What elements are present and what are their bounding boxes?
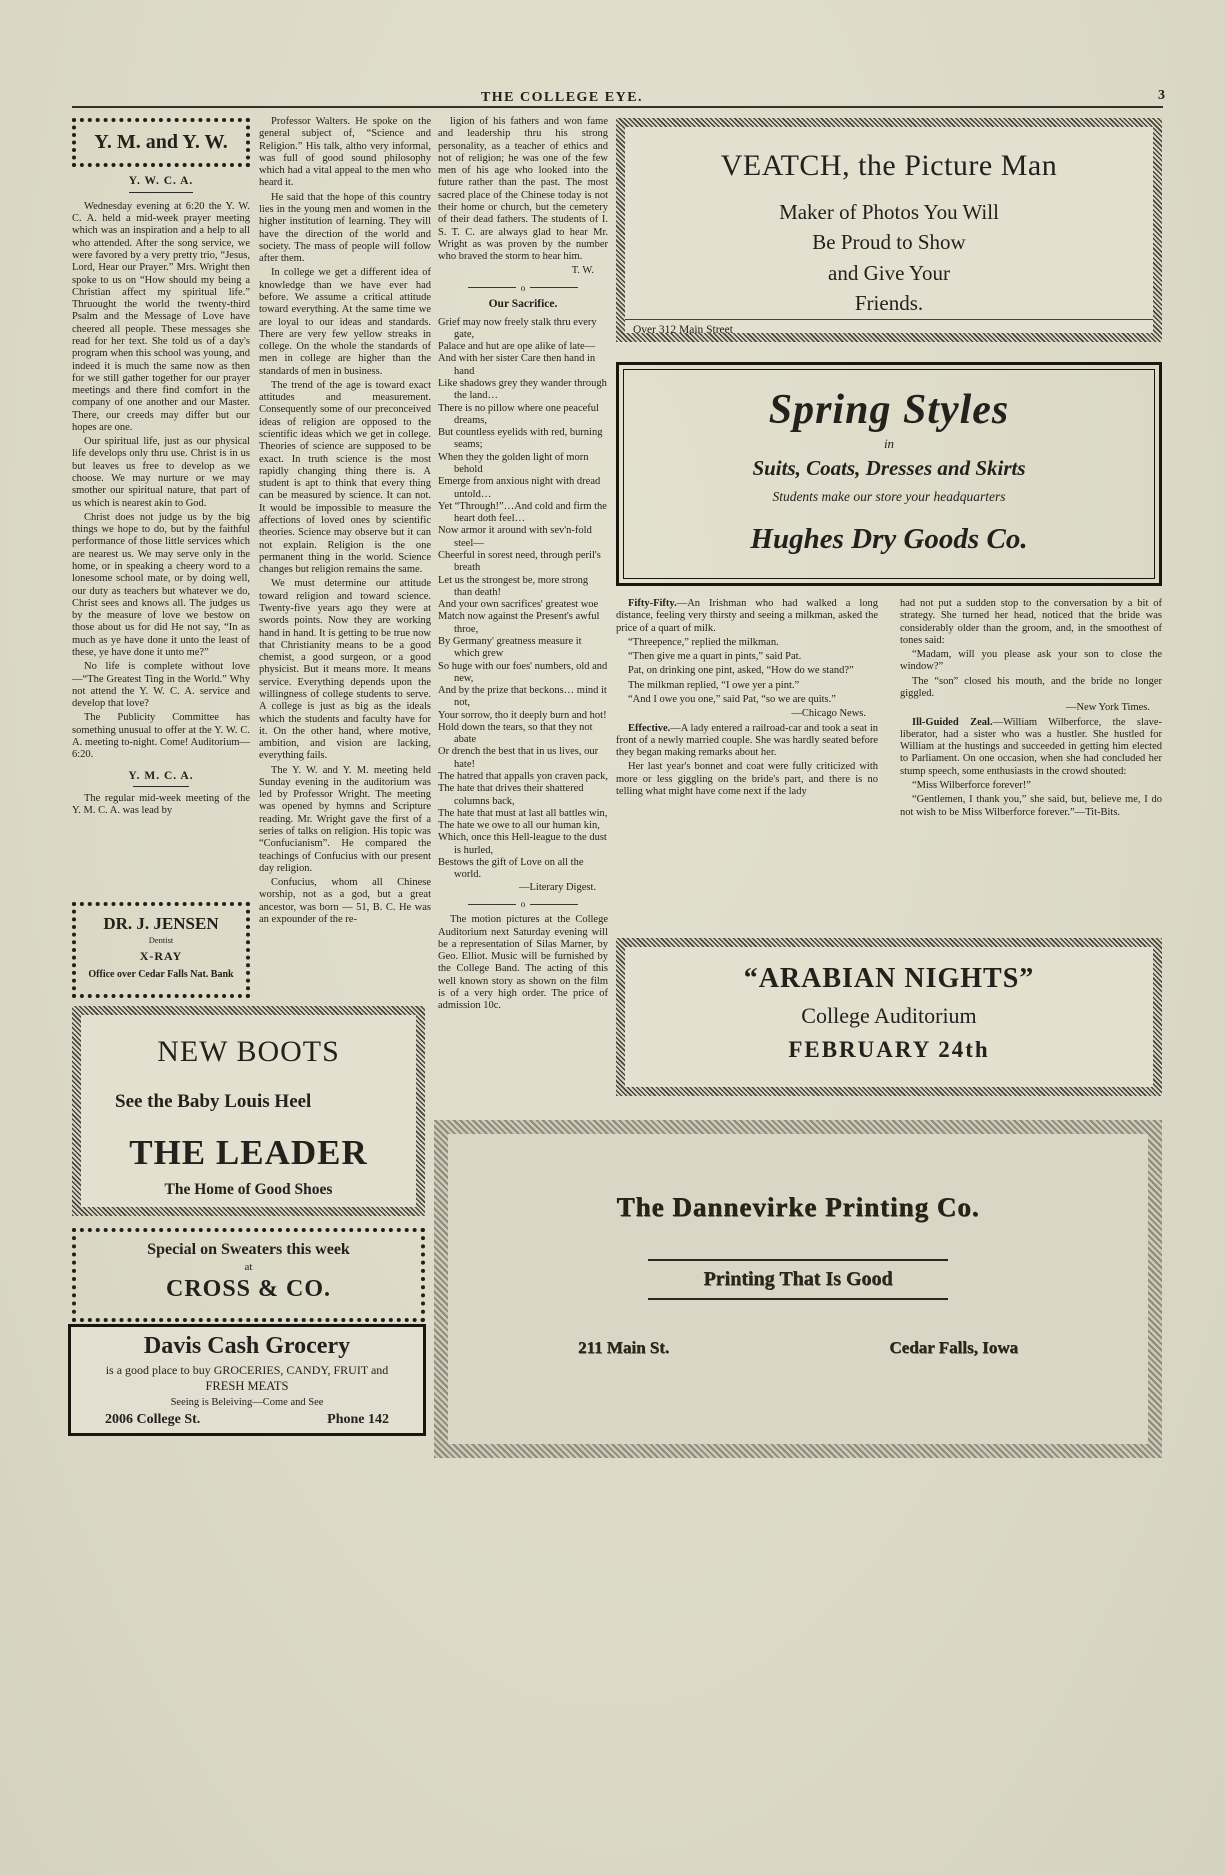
joke-paragraph [616,637,878,649]
arabian-venue: College Auditorium [801,1003,977,1028]
spring-tagline: Students make our store your headquarters [772,489,1006,504]
page-number: 3 [1158,88,1165,103]
poem-line: And your own sacrifices' greatest woe [438,599,599,611]
joke-text: Her last year's bonnet and coat were fully criticized with more or less giggling on the bride's part, and there is no telling what might have come next if the lady [616,761,878,797]
poem-line: Like shadows grey they wander through the land… [438,378,607,402]
joke-paragraph [616,651,878,663]
joke-text: “Gentlemen, I thank you,” she said, but, believe me, I do not wish to be Miss Wilberforce forever.”—Tit-Bits. [900,794,1162,818]
joke-text: “Madam, will you please ask your son to close the window?” [900,649,1162,673]
paragraph: The Y. W. and Y. M. meeting held Sunday evening in the auditorium was led by Professor Wright. The meeting was opened by hymns and Scripture reading. Mr. Wright gave the first of a series of talks on religion. His topic was “Confucianism”. He compared the teachings of Confucius with our present day religion. [259,764,431,874]
davis-copy-line1: is a good place to buy GROCERIES, CANDY, FRUIT and [105,1363,389,1377]
poem-line: Match now against the Present's awful throe, [438,611,600,635]
paragraph: Professor Walters. He spoke on the general subject of, “Science and Religion.” His talk, altho very informal, was full of good sound philosophy which had a vital appeal to the men who heard it. [259,116,431,189]
dannevirke-address: 211 Main St. [578,1338,670,1357]
paragraph: The regular mid-week meeting of the Y. M. C. A. was lead by [72,792,250,817]
leader-store-name: THE LEADER [129,1133,368,1172]
joke-paragraph [616,761,878,798]
jokes-right-body [900,598,1162,819]
jensen-service: X-RAY [139,949,183,963]
leader-headline: NEW BOOTS [157,1035,340,1068]
joke-text: —Chicago News. [791,708,866,720]
poem-line: And by the prize that beckons… mind it not, [438,685,607,709]
poem-line: The hate that must at last all battles win, [438,807,608,819]
paragraph: The Publicity Committee has something unusual to offer at the Y. W. C. A. meeting to-night. Come! Auditorium—6:20. [72,712,250,761]
poem-line: There is no pillow where one peaceful dreams, [438,402,599,426]
joke-paragraph [900,717,1162,778]
column-ywca [72,116,250,820]
ad-the-leader [72,1006,425,1216]
poem-line: Or drench the best that in us lives, our hate! [438,746,599,770]
joke-paragraph [616,723,878,760]
confucius-article-end [438,116,608,263]
joke-paragraph [616,680,878,692]
joke-paragraph [616,598,878,635]
ad-cross-and-co [72,1228,425,1322]
column-jokes-right [900,598,1162,821]
poem-line: Cheerful in sorest need, through peril's breath [438,549,601,574]
poem-line: Let us the strongest be, more strong than death! [438,574,589,598]
poem-line: And with her sister Care then hand in hand [438,353,596,377]
section-divider [468,899,578,910]
poem-line: Your sorrow, tho it deeply burn and hot! [438,709,607,721]
joke-lead: Ill-Guided Zeal. [912,716,993,728]
poem-line: So huge with our foes' numbers, old and new, [438,660,608,684]
science-religion-body [259,116,431,926]
ad-arabian-nights [616,938,1162,1096]
paragraph: The motion pictures at the College Auditorium next Saturday evening will be a representation of Silas Marner, by Geo. Elliot. Music will be furnished by the College Band. The acting of this well known story as shown on the film is of a very high order. The price of admission 10c. [438,914,608,1012]
poem-line: Bestows the gift of Love on all the world. [438,857,584,881]
poem-our-sacrifice [438,317,608,882]
jokes-left-body [616,598,878,798]
joke-text: —An Irishman who had walked a long distance, feeling very thirsty and seeing a milkman, asked the price of a quart of milk. [616,598,878,634]
paragraph: In college we get a different idea of knowledge than we have ever had before. We assume a critical attitude toward everything. At the same time we are loyal to our ideas and standards. There are very few yellow streaks in college. On the whole the standards of men in college are higher than the standards of men in business. [259,267,431,377]
joke-text: “And I owe you one,” said Pat, “so we are quits.” [628,693,836,705]
davis-contact-row [71,1408,423,1428]
joke-paragraph [900,702,1162,714]
poem-line: Which, once this Hell-league to the dust is hurled, [438,832,607,856]
ad-davis-grocery [68,1324,426,1436]
dannevirke-address-row [578,1338,1018,1358]
paragraph: We must determine our attitude toward religion and toward science. Twenty-five years ago they were at swords points. Now they are working hand in hand. It is getting to be true now that Christianity means to be a good chemist, a good surgeon, or a good physicist. But it means more. It means service. Everything depends upon the willingness of college students to serve. A college is just as big as the ideals which the students and faculty have for it. On the other hand, where motive, ambition, and vision are lacking, everything fails. [259,578,431,762]
spring-items-line: Suits, Coats, Dresses and Skirts [752,456,1026,480]
paragraph: Christ does not judge us by the big things we hope to do, but by the faithful performance of those little services which are nearest us. We may serve only in the home, or in speaking a cheery word to a lonesome school mate, or by doing well, our duty as teachers but whatever we do, Christ sees and knows all. The judges us by the measure of love we bestow on those about us for did He not say, “In as much as ye have done it unto the least of these, ye have done it unto me?” [72,511,250,658]
poem-line: Emerge from anxious night with dread untold… [438,476,601,500]
ywca-subheading: Y. W. C. A. [72,175,250,192]
section-divider [468,283,578,294]
joke-text: “Miss Wilberforce forever!” [912,779,1031,791]
paragraph: ligion of his fathers and won fame and leadership thru his strong personality, as a teacher of ethics and not of religion; he was one of the few men of his age who looked into the future rather than the past. The most sacred place of the Chinese today is not their home or church, but the cemetery of their dead fathers. The students of I. S. T. C. are always glad to hear Mr. Wright as was proven by the number who braved the storm to hear him. [438,116,608,263]
ymca-subheading: Y. M. C. A. [72,770,250,787]
poem-line: Yet “Through!”…And cold and firm the heart doth feel… [438,500,607,525]
veatch-copy-line: Be Proud to Show [812,230,966,255]
column-poem [438,116,608,1015]
poem-title: Our Sacrifice. [488,298,558,311]
arabian-headline: “ARABIAN NIGHTS” [743,963,1035,994]
ad-veatch-photos [616,118,1162,342]
dannevirke-city: Cedar Falls, Iowa [889,1338,1018,1357]
paragraph: Our spiritual life, just as our physical life develops only thru use. Christ is in us but leaves us free to develop as we choose. We may nurture or we may smother our spiritual nature, that part of us which is nearest akin to God. [72,436,250,509]
joke-lead: Effective. [628,722,671,734]
ymyw-heading-box [72,118,250,167]
joke-paragraph [616,708,878,720]
hughes-company-name: Hughes Dry Goods Co. [750,523,1028,555]
veatch-headline: VEATCH, the Picture Man [720,149,1058,182]
veatch-address: Over 312 Main Street [625,319,1153,339]
poem-line: When they the golden light of morn behold [438,451,589,475]
joke-paragraph [900,676,1162,701]
dannevirke-slogan: Printing That Is Good [703,1268,893,1290]
poem-line: Grief may now freely stalk thru every gate, [438,316,597,340]
joke-paragraph [616,694,878,706]
cross-at-word: at [244,1261,253,1273]
poem-credit: —Literary Digest. [519,881,596,893]
ad-hughes-dry-goods [616,362,1162,586]
masthead-divider [72,106,1163,108]
paragraph: The trend of the age is toward exact attitudes and measurement. Consequently some of our preconceived ideas of religion are opposed to the scientific ideas which we get in college. Theories of science are supposed to be exact. In truth science is the most rapidly changing thing there is. A student is apt to think that every thing can be measured by science. It can not. It would be impossible to measure the affections of loved ones by scientific theories. Science may observe but it can not explain. Religion is the one permanent thing in the world. Science changes but religion remains the same. [259,379,431,576]
joke-text: The milkman replied, “I owe yer a pint.” [628,679,800,691]
page-title: THE COLLEGE EYE. [480,90,644,105]
poem-line: The hatred that appalls yon craven pack, [438,771,608,783]
movie-notice [438,914,608,1012]
poem-line: Hold down the tears, so that they not abate [438,721,593,746]
arabian-date: FEBRUARY 24th [788,1037,990,1062]
jensen-name: DR. J. JENSEN [103,914,219,933]
jensen-office: Office over Cedar Falls Nat. Bank [88,969,234,980]
veatch-copy-line: Maker of Photos You Will [779,200,999,224]
joke-text: —A lady entered a railroad-car and took a seat in front of a newly married couple. She was hardly seated before they began making remarks about her. [616,722,878,759]
veatch-copy-line: and Give Your [828,260,950,285]
joke-text: had not put a sudden stop to the conversation by a bit of strategy. She turned her head, noticed that the bride was considerably older than the groom, and, in the smoothest of tones said: [900,598,1162,646]
jensen-title: Dentist [148,935,174,945]
article-byline: T. W. [571,265,594,277]
poem-line: The hate we owe to all our human kin, [438,820,600,832]
leader-subline: See the Baby Louis Heel [115,1091,312,1112]
joke-paragraph [616,665,878,677]
divider-glyph: o [520,282,526,293]
ad-dannevirke-printing [434,1120,1162,1458]
joke-text: Pat, on drinking one pint, asked, “How do we stand?” [628,665,854,677]
cross-offer-line: Special on Sweaters this week [147,1241,350,1258]
cross-company-name: CROSS & CO. [165,1276,332,1302]
joke-paragraph [900,780,1162,792]
davis-copy-line2: FRESH MEATS [205,1379,289,1393]
veatch-copy-line: Friends. [854,291,924,316]
leader-tagline: The Home of Good Shoes [164,1181,333,1198]
divider-glyph: o [520,898,526,909]
ymca-article-body [72,793,250,818]
column-jokes-left [616,598,878,800]
poem-line: Palace and hut are ope alike of late— [438,341,596,353]
paragraph: Wednesday evening at 6:20 the Y. W. C. A. held a mid-week prayer meeting which was an inspiration and a help to all who attended. After the song service, we were favored by a very pretty trio, “Jesus, Lord, Hear our Prayer.” Mrs. Wright then spoke to us on “How should my being a Christian affect my spiritual life.” Thruought the world the twenty-third Psalm and the Message of Love have cheered all people. These messages she read for her text. She told us of a day's program when this school was young, and indeed it is much the same now as then for we still gather together for our prayer meetings and there find comfort in the company of one another and our Master. There, our creeds may differ but our hopes are one. [72,200,250,433]
joke-text: “Threepence,” replied the milkman. [628,636,779,648]
ad-hughes-inner [623,369,1155,579]
ymyw-heading: Y. M. and Y. W. [94,131,228,153]
joke-text: The “son” closed his mouth, and the bride no longer giggled. [900,675,1162,699]
joke-paragraph [900,649,1162,674]
joke-paragraph [900,794,1162,819]
poem-line: By Germany' greatness measure it which grew [438,635,582,660]
joke-text: —New York Times. [1065,702,1150,714]
spring-in-word: in [883,436,895,451]
joke-paragraph [900,598,1162,647]
davis-address: 2006 College St. [105,1412,201,1427]
paragraph: No life is complete without love—“The Greatest Ting in the World.” Why not attend the Y. W. C. A. service and develop that love? [72,661,250,710]
joke-text: “Then give me a quart in pints,” said Pat. [628,651,802,663]
paragraph: Confucius, whom all Chinese worship, not as a god, but a great ancestor, was born — 51, B. C. He was an expounder of the re- [259,877,431,925]
poem-line: But countless eyelids with red, burning seams; [438,427,603,451]
joke-lead: Fifty-Fifty. [628,598,677,609]
ad-dr-jensen [72,902,250,998]
poem-line: Now armor it around with sev'n-fold steel— [438,525,592,549]
veatch-copy [625,197,1153,319]
davis-phone: Phone 142 [327,1412,389,1427]
paragraph: He said that the hope of this country lies in the young men and women in the higher institution of learning. They will have the direction of the world and society. The mass of people will follow after them. [259,191,431,265]
joke-text: —William Wilberforce, the slave-liberator, had a sister who was a hustler. She hustled for William at the hustings and succeeded in getting him elected to Parliament. On one occasion, when she had concluded her stump speech, some enthusiasts in the crowd shouted: [900,716,1162,777]
spring-styles-headline: Spring Styles [768,387,1010,433]
column-science-religion [259,116,431,928]
dannevirke-company-name: The Dannevirke Printing Co. [616,1192,980,1222]
davis-store-name: Davis Cash Grocery [143,1333,351,1359]
poem-line: The hate that drives their shattered columns back, [438,783,584,807]
ywca-article-body [72,201,250,762]
dannevirke-slogan-box [648,1259,948,1300]
davis-copy-line3: Seeing is Beleiving—Come and See [170,1397,324,1408]
